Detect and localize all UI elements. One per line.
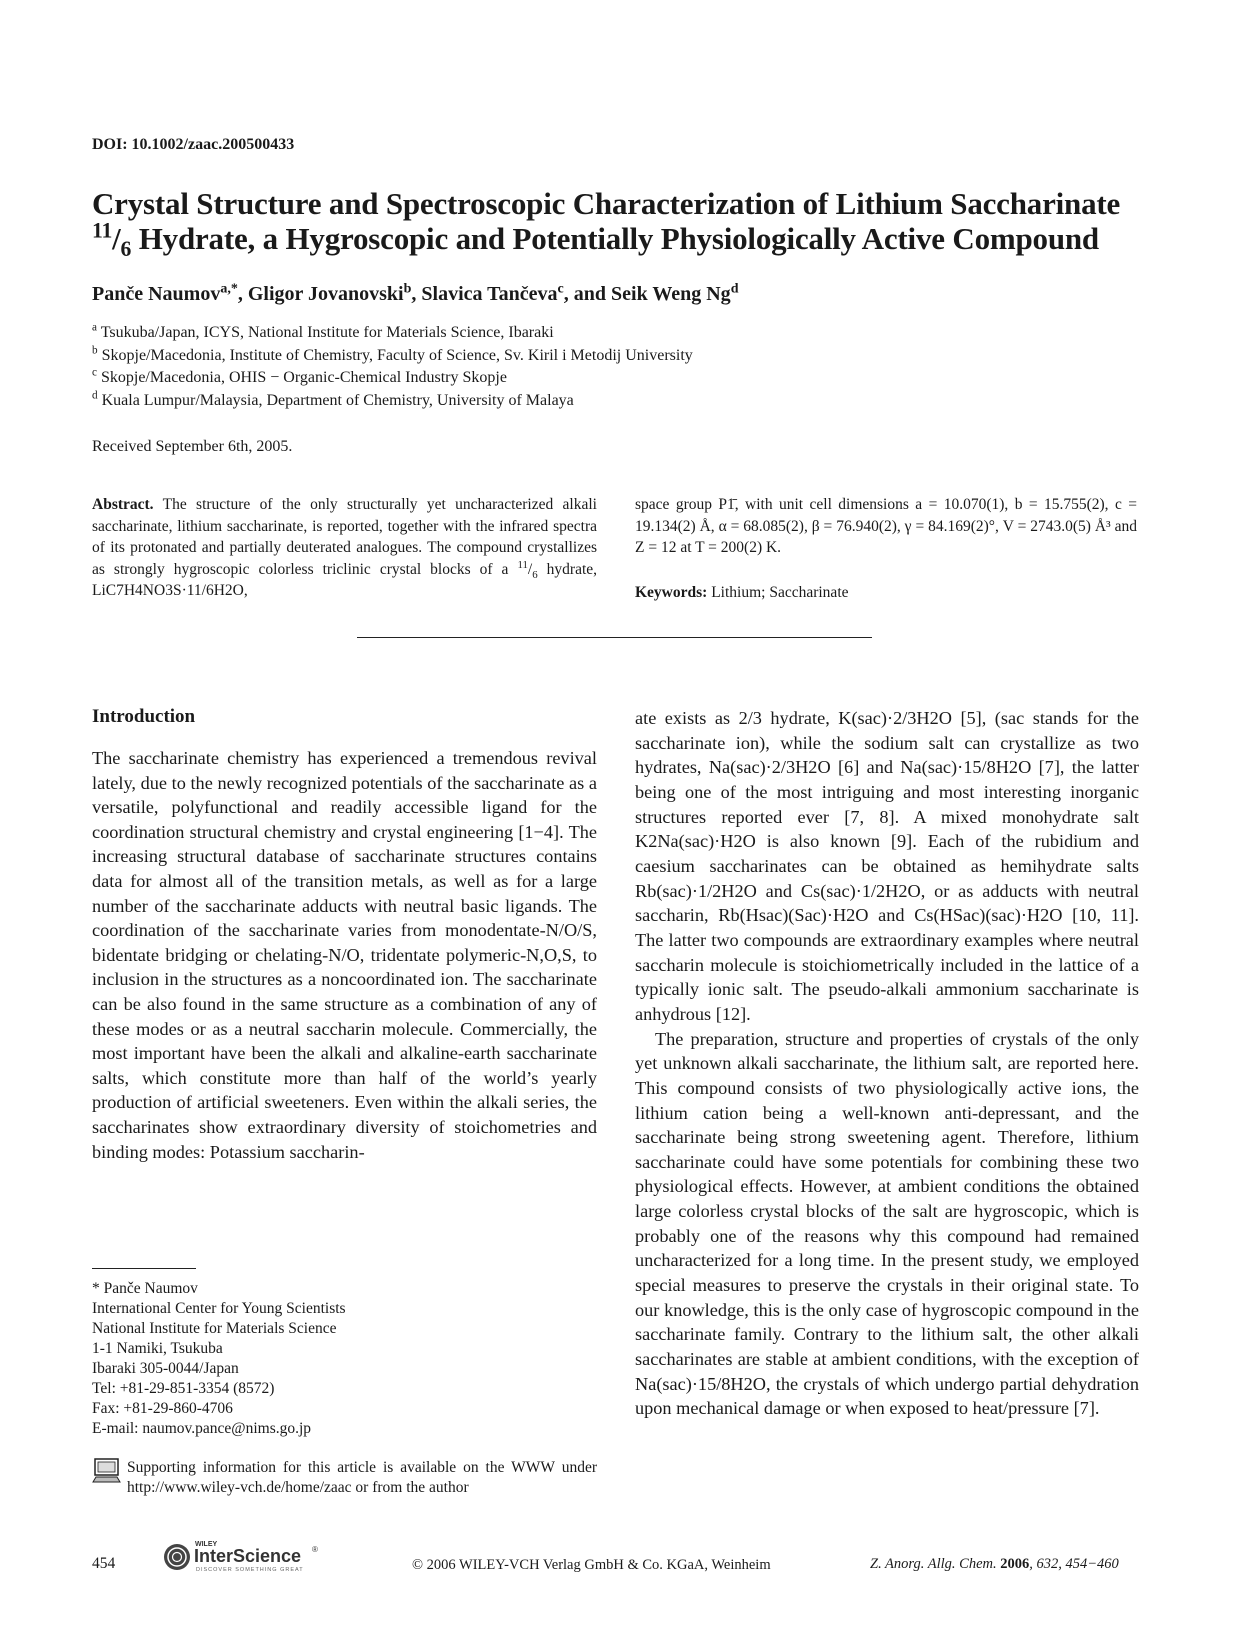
address-line: * Panče Naumov [92,1280,198,1297]
affiliation-text: Skopje/Macedonia, OHIS − Organic-Chemical Industry Skopje [100,369,507,386]
intro-left-column: The saccharinate chemistry has experienced a tremendous revival lately, due to the newly recognized potentials of the saccharinate as a versatile, polyfunctional and readily accessible ligand for the coordination structural chemistry and crystal engineering [1−4]. The increasing structural database of saccharinate structures contains data for almost all of the transition metals, as well as for a large number of the saccharinate adducts with neutral basic ligands. The coordination of the saccharinate varies from monodentate-N/O/S, bidentate bridging or chelating-N/O, tridentate polymeric-N,O,S, to inclusion in the structures as a noncoordinated ion. The saccharinate can be also found in the same structure as a combination of any of these modes or as a neutral saccharin molecule. Commercially, the most important have been the alkali and alkaline-earth saccharinate salts, which constitute more than half of the world’s yearly production of artificial sweeteners. Even within the alkali series, the saccharinates show extraordinary diversity of stoichometries and binding modes: Potassium saccharin- [92,748,597,1162]
page-number: 454 [92,1555,116,1572]
affiliation [92,367,693,390]
computer-icon [92,1458,122,1484]
title-line-2: Hydrate, a Hygroscopic and Potentially Physiologically Active Compound [138,221,1099,256]
article-title: Crystal Structure and Spectroscopic Characterization of Lithium Saccharinate $^{11}/_6$ Hydrate, a Hygroscopic and Potentially Physiologically Active Compound [92,186,1121,262]
affiliation [92,322,693,345]
address-line: Fax: +81-29-860-4706 [92,1400,233,1417]
abstract-left: Abstract. The structure of the only structurally yet uncharacterized alkali saccharinate, lithium saccharinate, is reported, together with the infrared spectra of its protonated and partially deuterated analogues. The compound crystallizes as strongly hygroscopic colorless triclinic crystal blocks of a $^{11}/_6$ hydrate, LiC7H4NO3S·11/6H2O, [92,496,598,600]
author-mark: c [557,281,564,297]
intro-right-column [635,706,1139,1421]
journal-citation [870,1556,1119,1573]
correspondence-address [92,1279,346,1439]
journal-year: 2006 [1000,1556,1030,1572]
author-name: Gligor Jovanovski [247,283,404,305]
supporting-info [92,1458,597,1498]
logo-wiley: WILEY [195,1541,218,1548]
copyright: © 2006 WILEY-VCH Verlag GmbH & Co. KGaA, Weinheim [412,1557,771,1573]
keywords-label: Keywords: [635,584,708,601]
abstract-text: The structure of the only structurally yet uncharacterized alkali saccharinate, lithium saccharinate, is reported, together with the infrared spectra of its protonated and partially deuterated analogues. The compound crystallizes as strongly hygroscopic colorless triclinic crystal blocks of a [92,496,597,578]
affiliations [92,322,693,412]
paragraph: ate exists as 2/3 hydrate, K(sac)·2/3H2O [5], (sac stands for the saccharinate ion), while the sodium salt can crystallize as two hydrates, Na(sac)·2/3H2O [6] and Na(sac)·15/8H2O [7], the latter being one of the most intriguing and most interesting inorganic structures reported ever [7, 8]. A mixed monohydrate salt K2Na(sac)·H2O is also known [9]. Each of the rubidium and caesium saccharinates can be obtained as hemihydrate salts Rb(sac)·1/2H2O and Cs(sac)·1/2H2O, or as adducts with neutral saccharin, Rb(Hsac)(Sac)·H2O and Cs(HSac)(sac)·H2O [10, 11]. The latter two compounds are extraordinary examples where neutral saccharin molecule is stoichiometrically included in the lattice of a typically ionic salt. The pseudo-alkali ammonium saccharinate is anhydrous [12]. [635,708,1139,1024]
affiliation-mark: b [92,344,98,357]
affiliation-text: Tsukuba/Japan, ICYS, National Institute for Materials Science, Ibaraki [100,324,554,341]
address-line: Tel: +81-29-851-3354 (8572) [92,1380,275,1397]
abstract-hydrate: hydrate, [546,560,598,578]
supporting-info-text: Supporting information for this article is available on the WWW under http://www.wiley-vch.de/home/zaac or from the author [127,1459,597,1497]
address-line: 1-1 Namiki, Tsukuba [92,1340,223,1357]
author-separator: , and [563,283,612,305]
affiliation-mark: a [92,321,97,334]
received-date: Received September 6th, 2005. [92,438,293,455]
intro-heading: Introduction [92,706,196,727]
address-line: National Institute for Materials Science [92,1320,337,1337]
affiliation-text: Skopje/Macedonia, Institute of Chemistry, Faculty of Science, Sv. Kiril i Metodij University [101,346,693,364]
keywords-text: Lithium; Saccharinate [711,584,849,601]
affiliation-text: Kuala Lumpur/Malaysia, Department of Chemistry, University of Malaya [101,391,574,409]
journal-volume-pages: , 632, 454−460 [1029,1556,1119,1572]
title-line-1: Crystal Structure and Spectroscopic Characterization of Lithium Saccharinate [92,186,1121,221]
abstract-formula: LiC7H4NO3S·11/6H2O, [92,582,248,600]
journal-name: Z. Anorg. Allg. Chem. [870,1556,997,1572]
author-separator: , [411,283,422,305]
author-mark: b [403,281,412,297]
doi: DOI: 10.1002/zaac.200500433 [92,136,295,153]
section-divider [357,637,872,638]
affiliation-mark: d [92,389,98,402]
author-list [92,283,738,306]
title-fraction-numerator: 11 [92,218,113,243]
abstract-right: space group P1̄, with unit cell dimensions a = 10.070(1), b = 15.755(2), c = 19.134(2) Å, α = 68.085(2), β = 76.940(2), γ = 84.169(2)°, V = 2743.0(5) Å³ and Z = 12 at T = 200(2) K. [635,496,1137,557]
affiliation-mark: c [92,366,97,379]
address-line: International Center for Young Scientists [92,1300,346,1317]
footnote-divider [92,1268,196,1269]
author-mark: a,* [220,281,238,297]
affiliation [92,390,693,413]
keywords [635,584,849,602]
paragraph: The preparation, structure and properties of crystals of the only yet unknown alkali saccharinate, the lithium salt, are reported here. This compound consists of two physiologically active ions, the lithium cation being a well-known anti-depressant, and the saccharinate being strong sweetening agent. Therefore, lithium saccharinate could have some potentials for combining these two physiological effects. However, at ambient conditions the obtained large colorless crystal blocks of the salt are hygroscopic, which is probably one of the reasons why this compound had remained uncharacterized for a long time. In the present study, we employed special measures to preserve the crystals in their original state. To our knowledge, this is the only case of hygroscopic compound in the saccharinate family. Contrary to the lithium salt, the other alkali saccharinates are stable at ambient conditions, with the exception of Na(sac)·15/8H2O, the crystals of which undergo partial dehydration upon mechanical damage or when exposed to heat/pressure [7]. [635,1028,1139,1419]
author-name: Panče Naumov [92,283,221,305]
interscience-logo [160,1538,330,1574]
abstract-label: Abstract. [92,496,154,513]
author-mark: d [730,281,739,297]
logo-brand: InterScience [194,1546,302,1566]
address-line: Ibaraki 305-0044/Japan [92,1360,239,1377]
affiliation [92,345,693,368]
author-separator: , [237,283,248,305]
author-name: Seik Weng Ng [611,283,731,305]
logo-registered: ® [312,1545,318,1554]
title-fraction-denominator: 6 [120,237,132,262]
logo-tagline: DISCOVER SOMETHING GREAT [196,1567,304,1573]
author-name: Slavica Tančeva [421,283,558,305]
address-line[interactable]: E-mail: naumov.pance@nims.go.jp [92,1420,312,1437]
